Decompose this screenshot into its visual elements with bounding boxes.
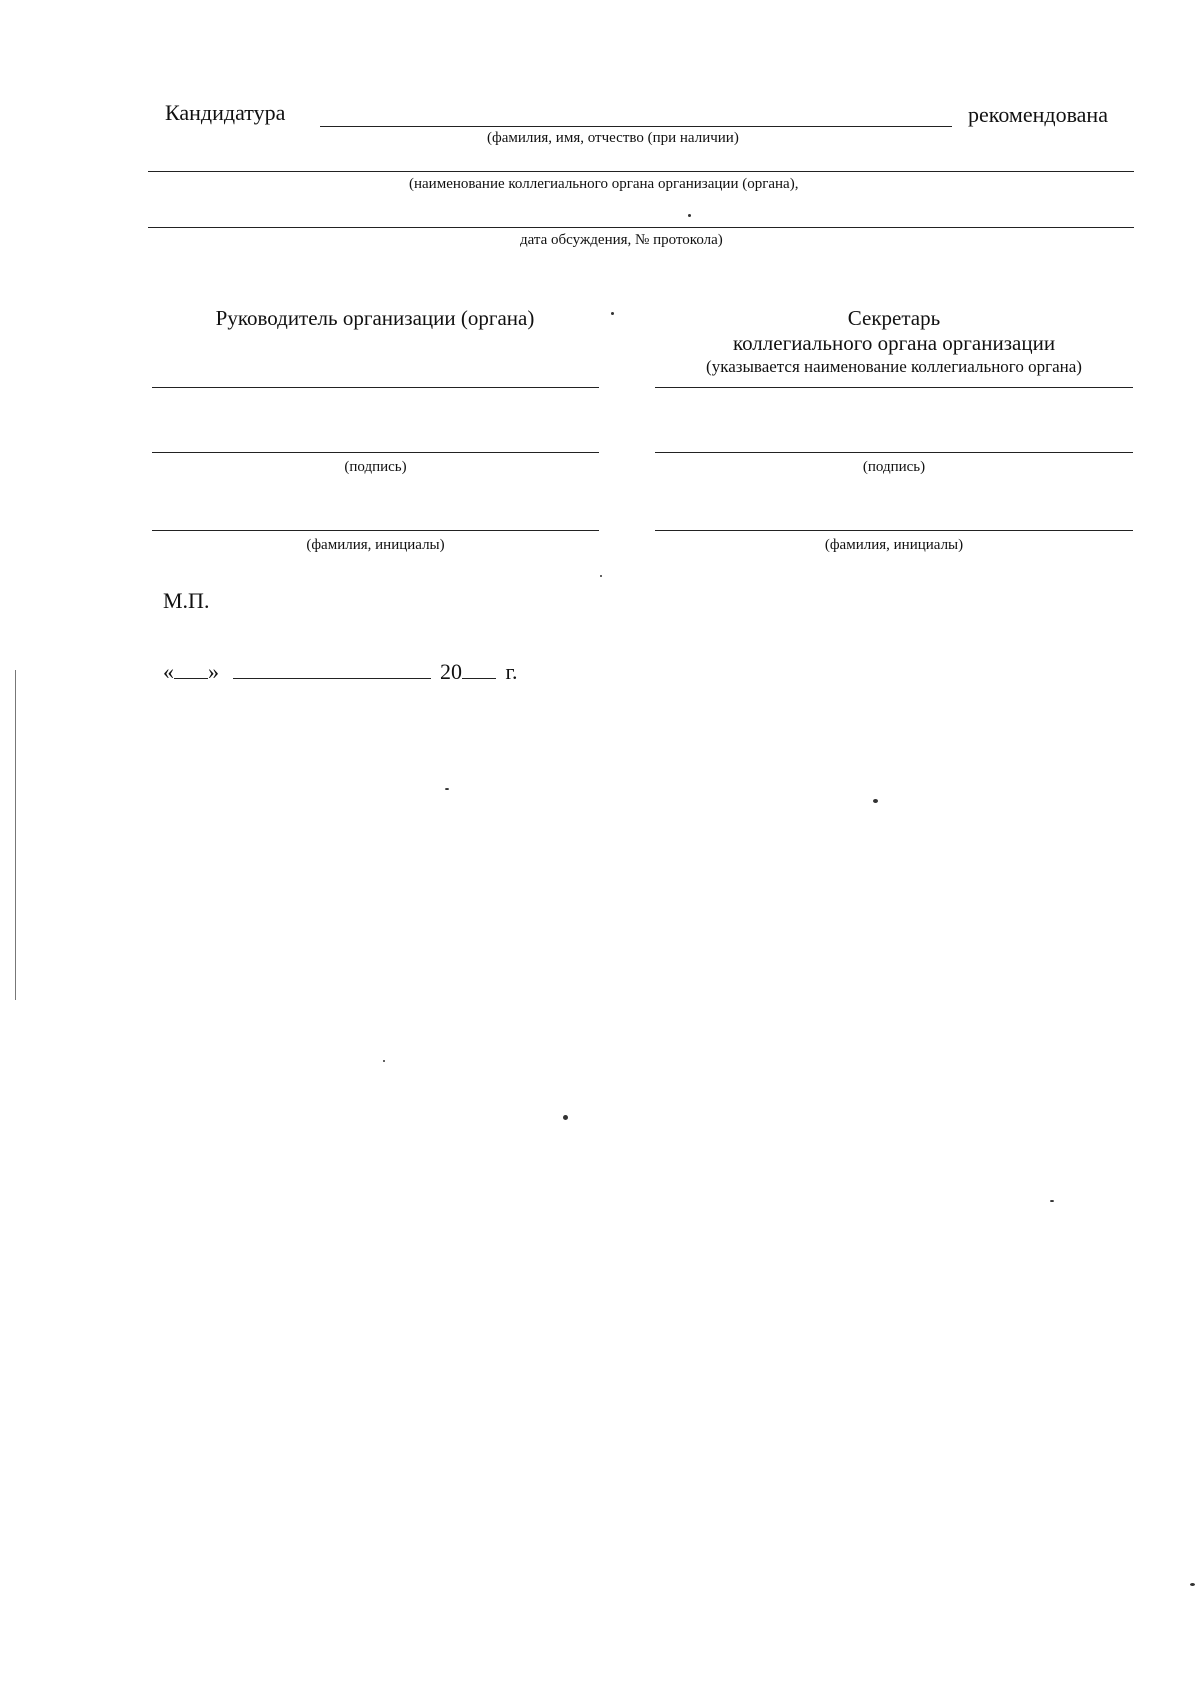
- scan-speck: [1050, 1200, 1054, 1202]
- date-year-field[interactable]: [462, 660, 496, 679]
- candidate-name-field[interactable]: [320, 126, 952, 127]
- head-position-line[interactable]: [152, 387, 599, 388]
- secretary-signature-caption: (подпись): [862, 459, 926, 475]
- collegial-body-field[interactable]: [148, 171, 1134, 172]
- secretary-name-line[interactable]: [655, 530, 1133, 531]
- discussion-date-caption: дата обсуждения, № протокола): [520, 232, 723, 248]
- date-line: [163, 660, 518, 683]
- discussion-date-field[interactable]: [148, 227, 1134, 228]
- date-year-prefix: 20: [440, 659, 462, 684]
- head-signature-line[interactable]: [152, 452, 599, 453]
- secretary-block: [655, 306, 1133, 375]
- secretary-title-note: (указывается наименование коллегиального органа): [706, 357, 1082, 377]
- secretary-name-caption: (фамилия, инициалы): [824, 537, 964, 553]
- date-day-field[interactable]: [174, 660, 208, 679]
- secretary-title: Секретарь: [847, 306, 941, 330]
- date-year-suffix: г.: [505, 659, 518, 684]
- candidate-label: Кандидатура: [165, 100, 286, 125]
- secretary-position-line[interactable]: [655, 387, 1133, 388]
- scan-speck: [1190, 1583, 1195, 1586]
- head-block: [150, 306, 600, 331]
- head-name-caption: (фамилия, инициалы): [306, 537, 445, 553]
- scan-speck: [873, 799, 878, 803]
- head-signature-caption: (подпись): [344, 459, 407, 475]
- scan-speck: [563, 1115, 568, 1120]
- scan-speck: [600, 575, 602, 577]
- date-close-quote: »: [208, 659, 219, 684]
- head-name-line[interactable]: [152, 530, 599, 531]
- date-month-field[interactable]: [233, 660, 431, 679]
- stamp-place: М.П.: [163, 588, 210, 613]
- scan-speck: [611, 312, 614, 315]
- secretary-title-body: коллегиального органа организации: [732, 331, 1056, 356]
- collegial-body-caption: (наименование коллегиального органа организации (органа),: [409, 176, 799, 192]
- secretary-signature-line[interactable]: [655, 452, 1133, 453]
- candidate-name-caption: (фамилия, имя, отчество (при наличии): [487, 130, 739, 146]
- date-open-quote: «: [163, 659, 174, 684]
- scan-speck: [445, 788, 449, 790]
- scan-speck: [688, 214, 691, 217]
- recommended-label: рекомендована: [968, 102, 1108, 127]
- head-title: Руководитель организации (органа): [215, 306, 535, 330]
- scan-edge-artifact: [15, 670, 16, 1000]
- scan-speck: [383, 1060, 385, 1062]
